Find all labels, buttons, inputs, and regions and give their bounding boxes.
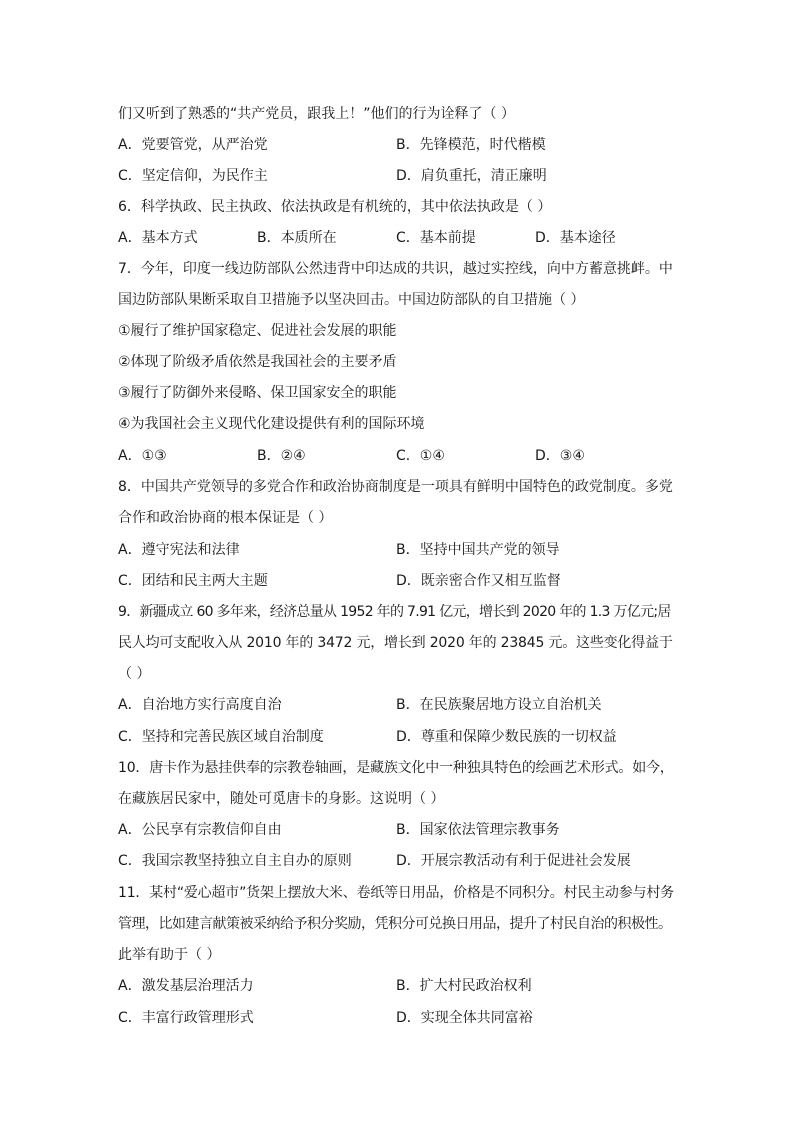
q7-stem-line2: 国边防部队果断采取自卫措施予以坚决回击。中国边防部队的自卫措施（ ） — [118, 292, 585, 308]
q6-stem: 6．科学执政、民主执政、依法执政是有机统的，其中依法执政是（ ） — [118, 199, 552, 215]
q9-option-b: B．在民族聚居地方设立自治机关 — [396, 697, 602, 713]
q8-stem-line2: 合作和政治协商的根本保证是（ ） — [118, 510, 333, 526]
q11-stem-line1: 11．某村“爱心超市”货架上摆放大米、卷纸等日用品，价格是不同积分。村民主动参与村务 — [118, 885, 674, 901]
q10-option-b: B．国家依法管理宗教事务 — [396, 822, 560, 838]
q11-stem-line3: 此举有助于（ ） — [118, 947, 221, 963]
q6-option-b: B．本质所在 — [257, 230, 337, 246]
q7-statement-4: ④为我国社会主义现代化建设提供有利的国际环境 — [118, 416, 425, 432]
q11-stem-line2: 管理，比如建言献策被采纳给予积分奖励，凭积分可兑换日用品，提升了村民自治的积极性。 — [118, 916, 672, 932]
q11-option-b: B．扩大村民政治权利 — [396, 978, 532, 994]
q7-statement-3: ③履行了防御外来侵略、保卫国家安全的职能 — [118, 385, 397, 401]
q9-option-d: D．尊重和保障少数民族的一切权益 — [396, 729, 617, 745]
q9-stem-line3: （ ） — [118, 666, 151, 682]
q8-option-c: C．团结和民主两大主题 — [118, 573, 268, 589]
q7-option-c: C．①④ — [396, 448, 445, 464]
q11-option-a: A．激发基层治理活力 — [118, 978, 254, 994]
q6-option-d: D．基本途径 — [535, 230, 616, 246]
q5-option-b: B．先锋模范，时代楷模 — [396, 137, 546, 153]
q11-option-d: D．实现全体共同富裕 — [396, 1010, 533, 1026]
q7-option-b: B．②④ — [257, 448, 306, 464]
q9-option-c: C．坚持和完善民族区域自治制度 — [118, 729, 324, 745]
q7-statement-1: ①履行了维护国家稳定、促进社会发展的职能 — [118, 323, 397, 339]
q10-option-d: D．开展宗教活动有利于促进社会发展 — [396, 853, 631, 869]
q5-stem-continued: 们又听到了熟悉的“共产党员，跟我上！”他们的行为诠释了（ ） — [118, 106, 515, 122]
q5-option-a: A．党要管党，从严治党 — [118, 137, 268, 153]
q10-option-c: C．我国宗教坚持独立自主自办的原则 — [118, 853, 352, 869]
q8-option-b: B．坚持中国共产党的领导 — [396, 542, 560, 558]
q5-option-c: C．坚定信仰，为民作主 — [118, 168, 268, 184]
q8-option-d: D．既亲密合作又相互监督 — [396, 573, 561, 589]
q11-option-c: C．丰富行政管理形式 — [118, 1010, 254, 1026]
q6-option-a: A．基本方式 — [118, 230, 198, 246]
q7-statement-2: ②体现了阶级矛盾依然是我国社会的主要矛盾 — [118, 354, 397, 370]
q6-option-c: C．基本前提 — [396, 230, 476, 246]
q7-option-a: A．①③ — [118, 448, 167, 464]
q9-option-a: A．自治地方实行高度自治 — [118, 697, 282, 713]
q8-stem-line1: 8．中国共产党领导的多党合作和政治协商制度是一项具有鲜明中国特色的政党制度。多党 — [118, 479, 673, 495]
q7-option-d: D．③④ — [535, 448, 585, 464]
q5-option-d: D．肩负重托，清正廉明 — [396, 168, 547, 184]
q10-stem-line1: 10．唐卡作为悬挂供奉的宗教卷轴画，是藏族文化中一种独具特色的绘画艺术形式。如今， — [118, 760, 674, 776]
q10-stem-line2: 在藏族居民家中，随处可觅唐卡的身影。这说明（ ） — [118, 791, 445, 807]
q9-stem-line2: 民人均可支配收入从 2010 年的 3472 元，增长到 2020 年的 23845 元。这些变化得益于 — [118, 635, 673, 651]
q10-option-a: A．公民享有宗教信仰自由 — [118, 822, 282, 838]
q9-stem-line1: 9．新疆成立 60 多年来，经济总量从 1952 年的 7.91 亿元，增长到 2020 年的 1.3 万亿元;居 — [118, 604, 671, 620]
q7-stem-line1: 7．今年，印度一线边防部队公然违背中印达成的共识，越过实控线，向中方蓄意挑衅。中 — [118, 261, 673, 277]
q8-option-a: A．遵守宪法和法律 — [118, 542, 240, 558]
